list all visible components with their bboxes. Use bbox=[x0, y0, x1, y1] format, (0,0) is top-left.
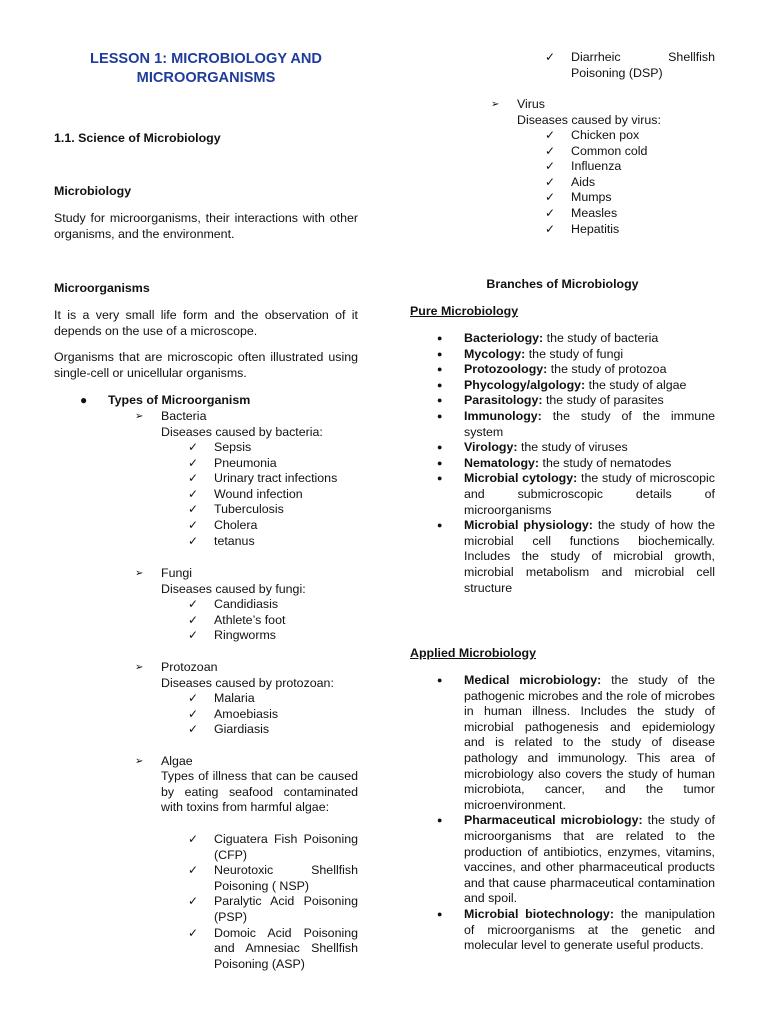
check-icon: ✓ bbox=[545, 128, 556, 142]
bullet-icon: ● bbox=[437, 348, 443, 359]
microorganisms-paragraph-1: It is a very small life form and the observation of it depends on the use of a microscope. bbox=[54, 308, 358, 338]
check-icon: ✓ bbox=[188, 440, 199, 454]
check-icon: ✓ bbox=[188, 832, 199, 846]
bullet-icon: ● bbox=[437, 520, 443, 531]
protozoan-label: Protozoan bbox=[161, 660, 218, 674]
virus-intro: Diseases caused by virus: bbox=[517, 113, 661, 127]
list-item: ✓ Paralytic Acid Poisoning (PSP) bbox=[188, 894, 358, 924]
check-icon: ✓ bbox=[188, 517, 199, 532]
list-item: ✓ Domoic Acid Poisoning and Amnesiac Shellfish Poisoning (ASP) bbox=[188, 925, 358, 971]
microbiology-text: Study for microorganisms, their interactions with other organisms, and the environment. bbox=[54, 211, 358, 241]
check-icon: ✓ bbox=[188, 925, 199, 940]
check-icon: ✓ bbox=[188, 894, 199, 909]
microbiology-heading: Microbiology bbox=[54, 184, 132, 198]
list-item: ● Medical microbiology: the study of the pathogenic microbes and the role of microbes in human illness. Includes the study of microbial pathogenesis and epidemiology and is related to the study of disease pathology and immunology. This area of microbiology also covers the study of human microbiota, cancer, and the tumor microenvironment. bbox=[437, 673, 715, 812]
list-item: ✓ Neurotoxic Shellfish Poisoning ( NSP) bbox=[188, 863, 358, 893]
algae-intro: Types of illness that can be caused by eating seafood contaminated with toxins from harmful algae: bbox=[161, 769, 358, 815]
bacteria-intro: Diseases caused by bacteria: bbox=[161, 425, 323, 439]
page-title: LESSON 1: MICROBIOLOGY AND MICROORGANISMS bbox=[90, 51, 322, 86]
check-icon: ✓ bbox=[545, 221, 556, 236]
algae-label: Algae bbox=[161, 754, 193, 768]
arrow-bullet-icon: ➢ bbox=[135, 568, 144, 579]
section-heading: 1.1. Science of Microbiology bbox=[54, 131, 221, 145]
bacteria-label: Bacteria bbox=[161, 409, 207, 423]
fungi-intro: Diseases caused by fungi: bbox=[161, 582, 306, 596]
fungi-label: Fungi bbox=[161, 566, 192, 580]
check-icon: ✓ bbox=[545, 174, 556, 189]
check-icon: ✓ bbox=[188, 706, 199, 721]
list-item: ● Virology: the study of viruses bbox=[437, 440, 628, 455]
check-icon: ✓ bbox=[188, 502, 199, 517]
list-item: ● Pharmaceutical microbiology: the study of microorganisms that are related to the production of antibiotics, enzymes, vitamins, vaccines, and other pharmaceutical products and that cause pharmaceutical contamination and spoil. bbox=[437, 813, 715, 906]
list-item: ● Bacteriology: the study of bacteria bbox=[437, 331, 659, 345]
bullet-icon: ● bbox=[437, 457, 443, 468]
bullet-icon: ● bbox=[437, 379, 443, 390]
bullet-icon: ● bbox=[437, 395, 443, 406]
bullet-icon: ● bbox=[437, 364, 443, 375]
check-icon: ✓ bbox=[188, 612, 199, 627]
algae-illness-list bbox=[188, 832, 358, 972]
list-item: ● Microbial cytology: the study of microscopic and submicroscopic details of microorganisms bbox=[437, 471, 715, 517]
check-icon: ✓ bbox=[188, 533, 199, 548]
arrow-bullet-icon: ➢ bbox=[491, 99, 500, 110]
check-icon: ✓ bbox=[188, 597, 199, 611]
types-heading: Types of Microorganism bbox=[108, 393, 251, 407]
microorganisms-paragraph-2: Organisms that are microscopic often illustrated using single-cell or unicellular organisms. bbox=[54, 350, 358, 380]
branches-heading: Branches of Microbiology bbox=[486, 277, 639, 291]
list-item: ✓ Ciguatera Fish Poisoning (CFP) bbox=[188, 832, 358, 862]
bullet-icon: ● bbox=[437, 410, 443, 421]
algae-illness-list-continued bbox=[545, 50, 715, 81]
bullet-icon: ● bbox=[437, 442, 443, 453]
list-item: ● Protozoology: the study of protozoa bbox=[437, 362, 667, 377]
pure-microbiology-heading: Pure Microbiology bbox=[410, 304, 519, 318]
bullet-icon: ● bbox=[80, 393, 88, 407]
applied-microbiology-list bbox=[437, 673, 715, 954]
list-item: ● Phycology/algology: the study of algae bbox=[437, 377, 687, 392]
protozoan-intro: Diseases caused by protozoan: bbox=[161, 676, 334, 690]
arrow-bullet-icon: ➢ bbox=[135, 662, 144, 673]
list-item: ● Microbial biotechnology: the manipulation of microorganisms at the genetic and molecular level to generate useful products. bbox=[437, 906, 715, 953]
check-icon: ✓ bbox=[188, 628, 199, 643]
check-icon: ✓ bbox=[545, 143, 556, 158]
check-icon: ✓ bbox=[545, 205, 556, 220]
list-item: ● Nematology: the study of nematodes bbox=[437, 455, 672, 470]
bullet-icon: ● bbox=[437, 333, 443, 343]
list-item: ● Mycology: the study of fungi bbox=[437, 346, 624, 361]
bullet-icon: ● bbox=[437, 675, 443, 685]
check-icon: ✓ bbox=[188, 471, 199, 486]
applied-microbiology-heading: Applied Microbiology bbox=[410, 646, 536, 660]
check-icon: ✓ bbox=[188, 722, 199, 737]
bullet-icon: ● bbox=[437, 908, 443, 919]
microorganisms-heading: Microorganisms bbox=[54, 281, 150, 295]
bullet-icon: ● bbox=[437, 473, 443, 484]
check-icon: ✓ bbox=[188, 486, 199, 501]
check-icon: ✓ bbox=[545, 159, 556, 174]
pure-microbiology-list bbox=[437, 331, 715, 596]
arrow-bullet-icon: ➢ bbox=[135, 756, 144, 767]
bullet-icon: ● bbox=[437, 815, 443, 826]
list-item: ● Microbial physiology: the study of how the microbial cell functions biochemically. Includes the study of microbial growth, microbial metabolism and microbial cell structure bbox=[437, 518, 715, 595]
list-item: ● Immunology: the study of the immune system bbox=[437, 408, 715, 439]
check-icon: ✓ bbox=[188, 863, 199, 878]
arrow-bullet-icon: ➢ bbox=[135, 411, 144, 422]
check-icon: ✓ bbox=[188, 691, 199, 705]
check-icon: ✓ bbox=[188, 455, 199, 470]
check-icon: ✓ bbox=[545, 50, 556, 64]
virus-label: Virus bbox=[517, 97, 546, 111]
list-item: ● Parasitology: the study of parasites bbox=[437, 393, 664, 408]
check-icon: ✓ bbox=[545, 190, 556, 205]
list-item: ✓ Diarrheic Shellfish Poisoning (DSP) bbox=[545, 50, 715, 80]
